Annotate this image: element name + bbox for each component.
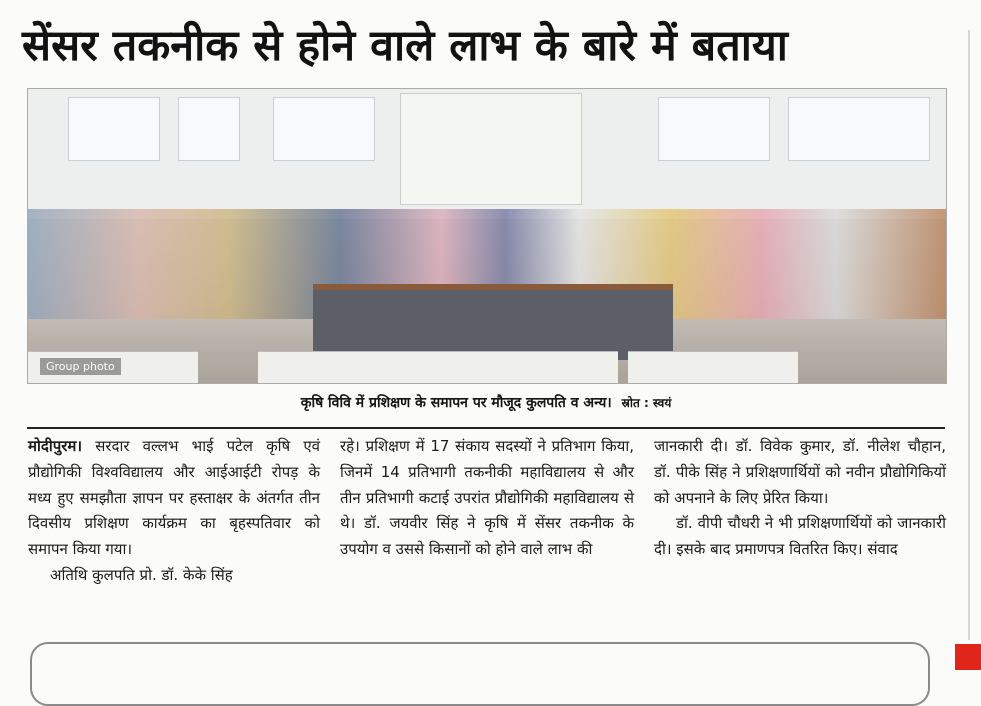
group-photo bbox=[27, 88, 947, 384]
article-paragraph bbox=[28, 434, 320, 563]
article-paragraph: अतिथि कुलपति प्रो. डॉ. केके सिंह bbox=[50, 565, 233, 584]
photo-poster bbox=[178, 97, 240, 161]
photo-desk bbox=[628, 351, 798, 384]
article-text: डॉ. वीपी चौधरी ने भी प्रशिक्षणार्थियों को जानकारी दी। इसके बाद प्रमाणपत्र वितरित किए। bbox=[654, 514, 946, 559]
caption-text: कृषि विवि में प्रशिक्षण के समापन पर मौजूद कुलपति व अन्य। bbox=[300, 395, 612, 411]
article-paragraph bbox=[654, 511, 946, 563]
page-edge-divider bbox=[968, 30, 970, 640]
dateline: मोदीपुरम। bbox=[28, 437, 83, 455]
byline: संवाद bbox=[867, 540, 898, 559]
article-text: सरदार वल्लभ भाई पटेल कृषि एवं प्रौद्योगिकी विश्वविद्यालय और आईआईटी रोपड़ के मध्य हुए समझौता ज्ञापन पर हस्ताक्षर के अंतर्गत तीन दिवसीय प्रशिक्षण कार्यक्रम का बृहस्पतिवार को समापन किया गया। bbox=[28, 437, 320, 559]
photo-poster bbox=[68, 97, 160, 161]
previous-article-strip bbox=[560, 0, 980, 8]
photo-placeholder-label: Group photo bbox=[40, 358, 121, 375]
photo-caption bbox=[27, 390, 945, 416]
photo-desk bbox=[258, 351, 618, 384]
photo-poster bbox=[788, 97, 930, 161]
photo-projector-screen bbox=[400, 93, 582, 205]
next-article-box bbox=[30, 642, 930, 706]
caption-rule bbox=[27, 427, 945, 429]
article-column-2 bbox=[340, 434, 634, 563]
article-column-3 bbox=[654, 434, 946, 563]
article-paragraph: रहे। प्रशिक्षण में 17 संकाय सदस्यों ने प्रतिभाग किया, जिनमें 14 प्रतिभागी तकनीकी महाविद्यालय से और तीन प्रतिभागी कटाई उपरांत प्रौद्योगिकी महाविद्यालय से थे। डॉ. जयवीर सिंह ने कृषि में सेंसर तकनीक के उपयोग व उससे किसानों को होने वाले लाभ की bbox=[340, 437, 634, 559]
photo-table bbox=[313, 284, 673, 360]
page-marker-tab bbox=[955, 644, 981, 670]
photo-poster bbox=[273, 97, 375, 161]
article-column-1 bbox=[28, 434, 320, 589]
photo-poster bbox=[658, 97, 770, 161]
article-paragraph: जानकारी दी। डॉ. विवेक कुमार, डॉ. नीलेश चौहान, डॉ. पीके सिंह ने प्रशिक्षणार्थियों को नवीन प्रौद्योगिकियों को अपनाने के लिए प्रेरित किया। bbox=[654, 437, 946, 507]
headline: सेंसर तकनीक से होने वाले लाभ के बारे में बताया bbox=[22, 21, 788, 71]
caption-credit: स्रोत : स्वयं bbox=[621, 396, 672, 410]
